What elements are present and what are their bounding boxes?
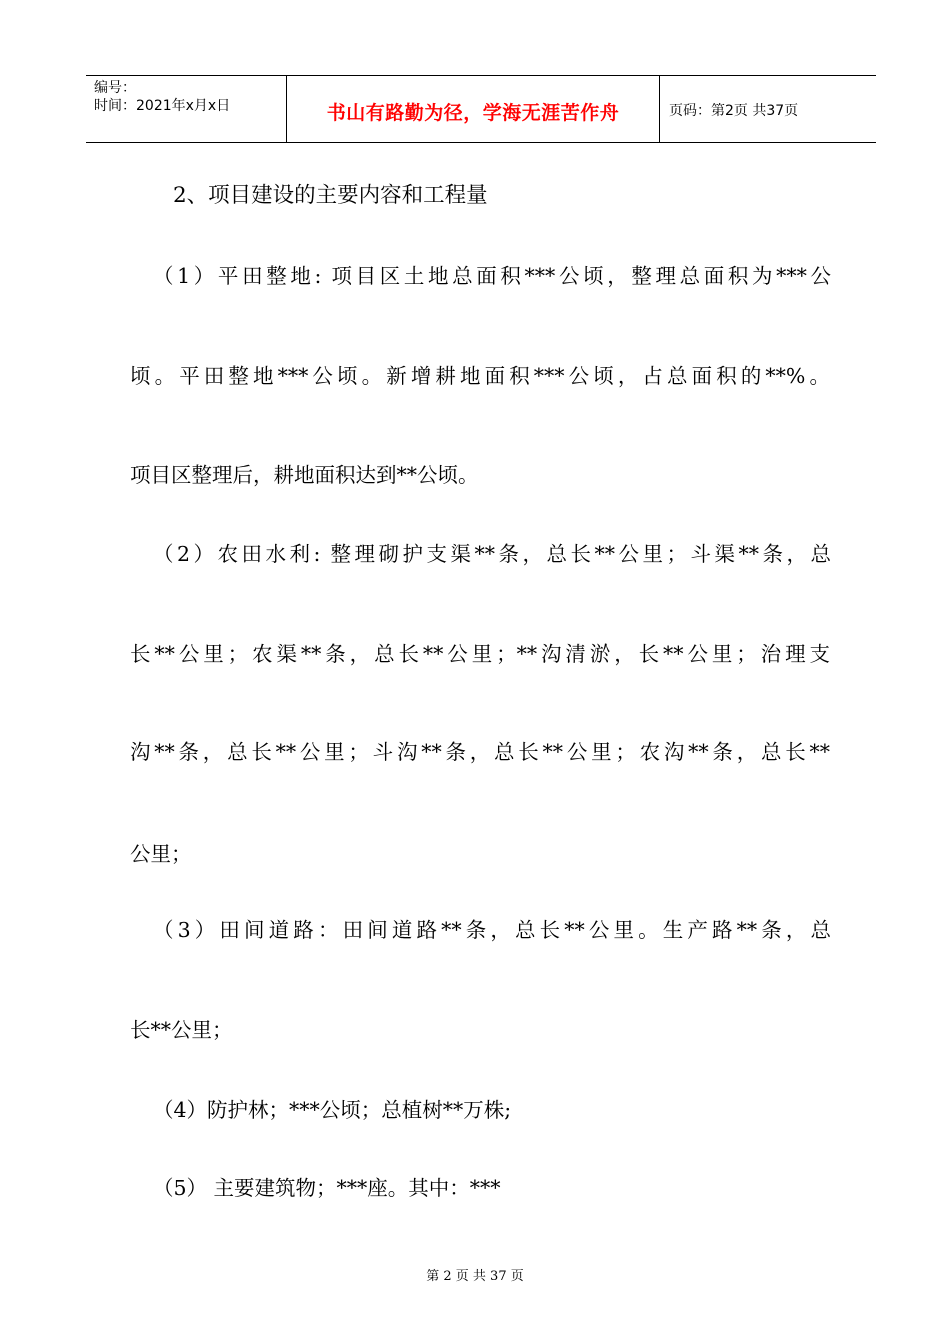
page-footer: 第 2 页 共 37 页 xyxy=(426,1269,524,1284)
document-number-label: 编号： xyxy=(94,80,136,96)
header-page-cell xyxy=(659,76,876,142)
document-time-label: 时间：2021年x月x日 xyxy=(94,98,231,114)
paragraph-line: 长**公里； xyxy=(130,1018,233,1042)
paragraph-line: 项目区整理后，耕地面积达到**公顷。 xyxy=(130,463,479,487)
paragraph-line: 沟**条，总长**公里；斗沟**条，总长**公里；农沟**条，总长** xyxy=(130,740,830,764)
paragraph-line: （3）田间道路：田间道路**条，总长**公里。生产路**条，总 xyxy=(153,918,831,942)
paragraph-line: （4）防护林；***公顷；总植树**万株; xyxy=(153,1098,512,1122)
motto-text: 书山有路勤为径，学海无涯苦作舟 xyxy=(326,102,620,124)
paragraph-line: （5） 主要建筑物；***座。其中：*** xyxy=(153,1176,501,1200)
paragraph-line: （2）农田水利: 整理砌护支渠**条，总长**公里；斗渠**条，总 xyxy=(153,542,831,566)
paragraph-line: 顷。平田整地***公顷。新增耕地面积***公顷，占总面积的**%。 xyxy=(130,364,830,388)
paragraph-line: 长**公里；农渠**条，总长**公里；**沟清淤，长**公里；治理支 xyxy=(130,642,830,666)
paragraph-line: 公里； xyxy=(130,842,192,866)
header-motto-cell xyxy=(286,76,660,142)
paragraph-line: （1）平田整地: 项目区土地总面积***公顷，整理总面积为***公 xyxy=(153,264,831,288)
header-page-label: 页码：第2页 共37页 xyxy=(669,103,799,119)
document-header xyxy=(86,75,876,143)
section-heading: 2、项目建设的主要内容和工程量 xyxy=(173,183,488,208)
header-meta-cell xyxy=(86,76,286,142)
